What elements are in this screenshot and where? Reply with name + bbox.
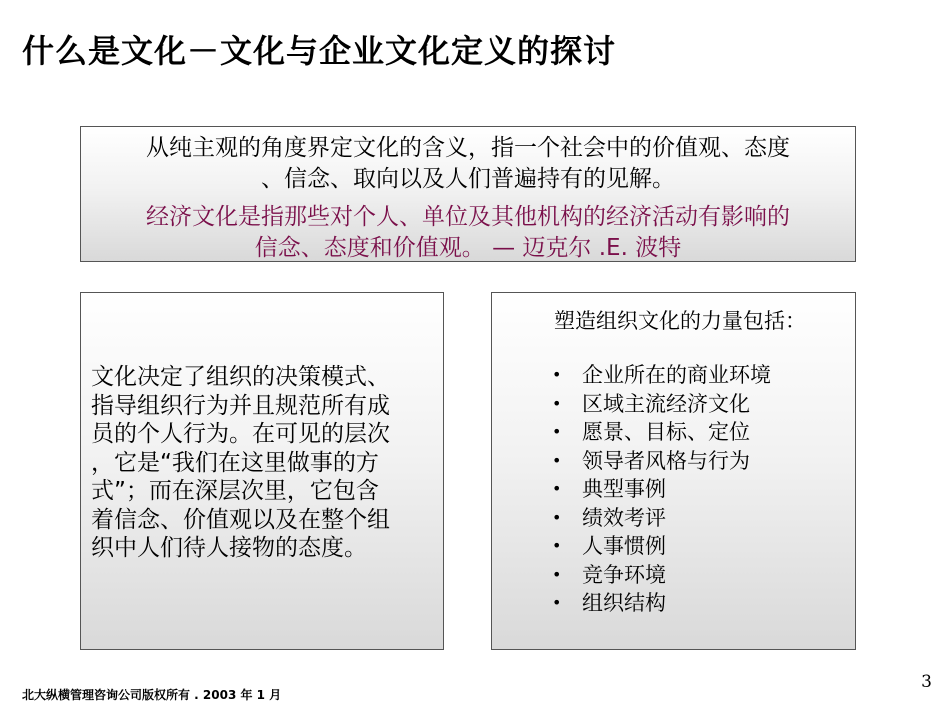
culture-role-box [80, 292, 444, 650]
quote-line: 经济文化是指那些对个人、单位及其他机构的经济活动有影响的 [146, 204, 790, 230]
list-item [552, 447, 771, 476]
culture-role-text [91, 363, 437, 563]
list-item [552, 532, 771, 561]
list-item [552, 589, 771, 618]
copyright-footer: 北大纵横管理咨询公司版权所有 . 2003 年 1 月 [22, 688, 282, 702]
bullet-icon: • [552, 479, 562, 498]
list-item [552, 475, 771, 504]
bullet-icon: • [552, 422, 562, 441]
text-line: 式”；而在深层次里，它包含 [91, 478, 379, 504]
text-line: 指导组织行为并且规范所有成 [91, 392, 390, 419]
list-item [552, 561, 771, 590]
list-item-label: 组织结构 [582, 591, 666, 615]
bullet-icon: • [552, 593, 562, 612]
text-line: 文化决定了组织的决策模式、 [91, 364, 390, 390]
list-item-label: 愿景、目标、定位 [582, 420, 750, 444]
definition-box [80, 126, 856, 262]
bullet-icon: • [552, 536, 562, 555]
list-item [552, 361, 771, 390]
text-line: 织中人们待人接物的态度。 [91, 535, 367, 561]
bullet-icon: • [552, 365, 562, 384]
shaping-forces-list [552, 361, 771, 618]
bullet-icon: • [552, 507, 562, 527]
quote-line: 信念、态度和价值观。 — 迈克尔 .E. 波特 [254, 235, 682, 261]
bullet-icon: • [552, 564, 562, 584]
list-item [552, 504, 771, 533]
slide-title: 什么是文化－文化与企业文化定义的探讨 [22, 32, 617, 70]
list-item-label: 竞争环境 [582, 562, 666, 587]
page-number: 3 [921, 672, 932, 692]
bullet-icon: • [552, 393, 562, 413]
text-line: 着信念、价值观以及在整个组 [91, 506, 390, 533]
shaping-forces-box [491, 292, 856, 650]
bullet-icon: • [552, 450, 562, 470]
list-item [552, 418, 771, 447]
list-item-label: 区域主流经济文化 [582, 391, 750, 416]
text-line: 员的个人行为。在可见的层次 [91, 421, 390, 447]
text-line: ，它是“我们在这里做事的方 [91, 449, 379, 476]
list-item-label: 绩效考评 [582, 505, 666, 530]
list-item [552, 390, 771, 419]
list-item-label: 人事惯例 [582, 534, 666, 558]
list-item-label: 领导者风格与行为 [582, 448, 750, 473]
list-item-label: 企业所在的商业环境 [582, 363, 771, 387]
definition-line: 、信念、取向以及人们普遍持有的见解。 [261, 166, 675, 192]
definition-line: 从纯主观的角度界定文化的含义，指一个社会中的价值观、态度 [146, 135, 790, 161]
shaping-forces-heading: 塑造组织文化的力量包括： [554, 309, 806, 333]
list-item-label: 典型事例 [582, 477, 666, 501]
